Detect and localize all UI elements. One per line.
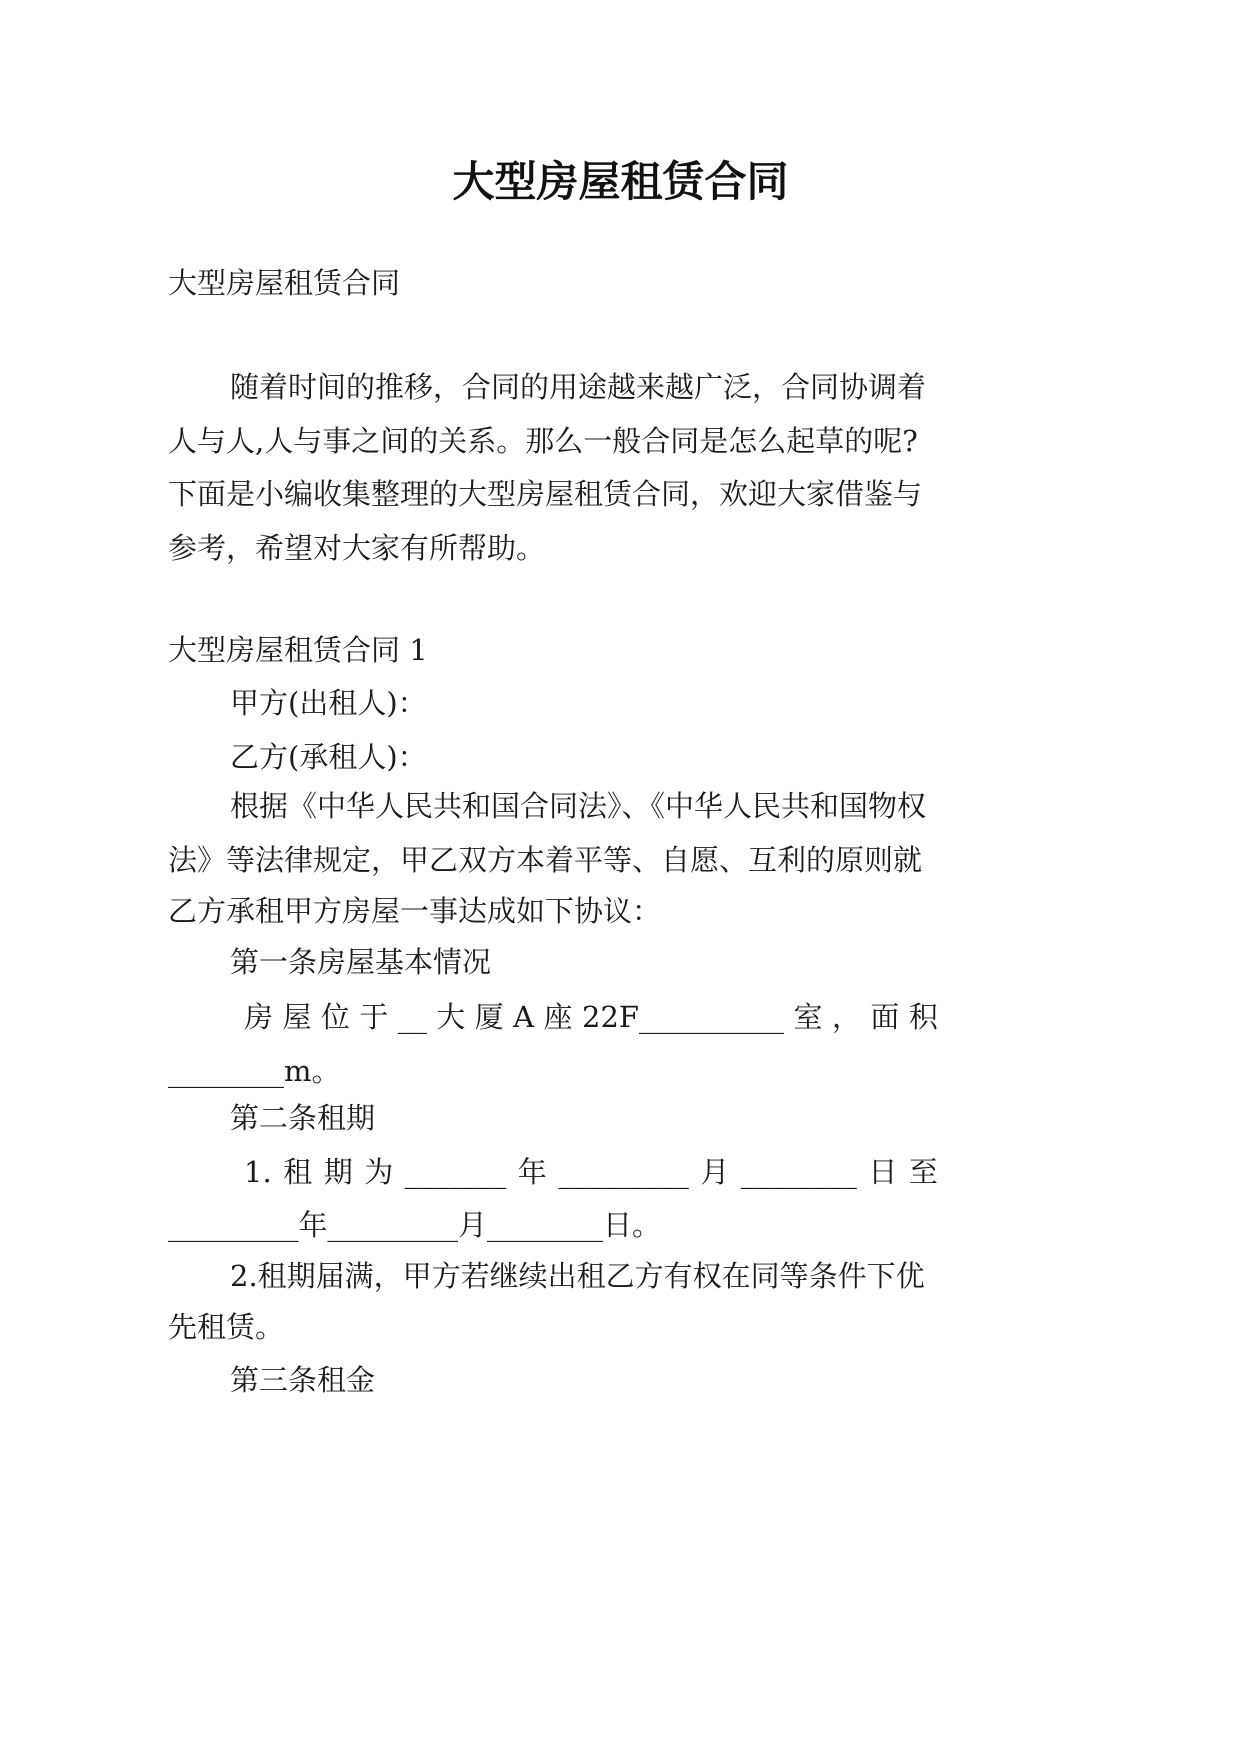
article-1-word: 房 (244, 1000, 274, 1034)
article-1-word: 屋 (282, 1000, 312, 1034)
article-1-room-blank: 22F__________ (582, 1000, 785, 1034)
article-2-item-1-line-1 (244, 1152, 938, 1192)
intro-line-2: 人与人,人与事之间的关系。那么一般合同是怎么起草的呢? (168, 424, 918, 458)
article-1-word: A (513, 1000, 535, 1034)
article-2-word: 租 (283, 1155, 313, 1189)
article-1-word: 于 (359, 1000, 389, 1034)
article-1-line-2: ________m。 (168, 1054, 341, 1088)
article-2-blank: ________ (740, 1155, 857, 1189)
article-2-title: 第二条租期 (230, 1101, 376, 1135)
article-1-blank: __ (397, 1000, 427, 1034)
article-2-item-2-line-2: 先租赁。 (168, 1310, 285, 1344)
party-a-label: 甲方(出租人)： (230, 686, 427, 720)
document-subtitle: 大型房屋租赁合同 (168, 266, 401, 300)
article-2-word: 为 (364, 1155, 394, 1189)
intro-line-3: 下面是小编收集整理的大型房屋租赁合同，欢迎大家借鉴与 (168, 477, 923, 511)
contract-heading: 大型房屋租赁合同 1 (168, 633, 428, 667)
article-1-word: 室 (793, 1000, 823, 1034)
article-2-word: 日 (868, 1155, 898, 1189)
article-1-word: 座 (543, 1000, 573, 1034)
basis-line-2: 法》等法律规定，甲乙双方本着平等、自愿、互利的原则就 (168, 843, 923, 877)
article-3-title: 第三条租金 (230, 1363, 376, 1397)
article-2-word: 期 (323, 1155, 353, 1189)
article-2-word: 1. (244, 1155, 272, 1189)
article-1-word: 大 (436, 1000, 466, 1034)
article-1-word: 积 (908, 1000, 938, 1034)
article-2-word: 至 (908, 1155, 938, 1189)
article-2-item-2-line-1: 2.租期届满，甲方若继续出租乙方有权在同等条件下优 (230, 1259, 925, 1293)
article-1-word: ， (831, 1000, 861, 1034)
article-2-word: 年 (517, 1155, 547, 1189)
basis-line-1: 根据《中华人民共和国合同法》、《中华人民共和国物权 (230, 789, 927, 823)
intro-line-4: 参考，希望对大家有所帮助。 (168, 531, 546, 565)
basis-line-3: 乙方承租甲方房屋一事达成如下协议： (168, 894, 662, 928)
document-title: 大型房屋租赁合同 (452, 157, 789, 206)
intro-line-1: 随着时间的推移，合同的用途越来越广泛，合同协调着 (230, 370, 927, 404)
article-1-word: 厦 (474, 1000, 504, 1034)
article-1-line-1 (244, 997, 938, 1037)
party-b-label: 乙方(承租人)： (230, 740, 427, 774)
article-1-word: 面 (870, 1000, 900, 1034)
article-1-word: 位 (320, 1000, 350, 1034)
article-2-blank: _______ (404, 1155, 507, 1189)
article-2-word: 月 (700, 1155, 730, 1189)
article-2-item-1-line-2: _________年_________月________日。 (168, 1208, 662, 1242)
article-1-title: 第一条房屋基本情况 (230, 945, 492, 979)
article-2-blank: _________ (558, 1155, 689, 1189)
